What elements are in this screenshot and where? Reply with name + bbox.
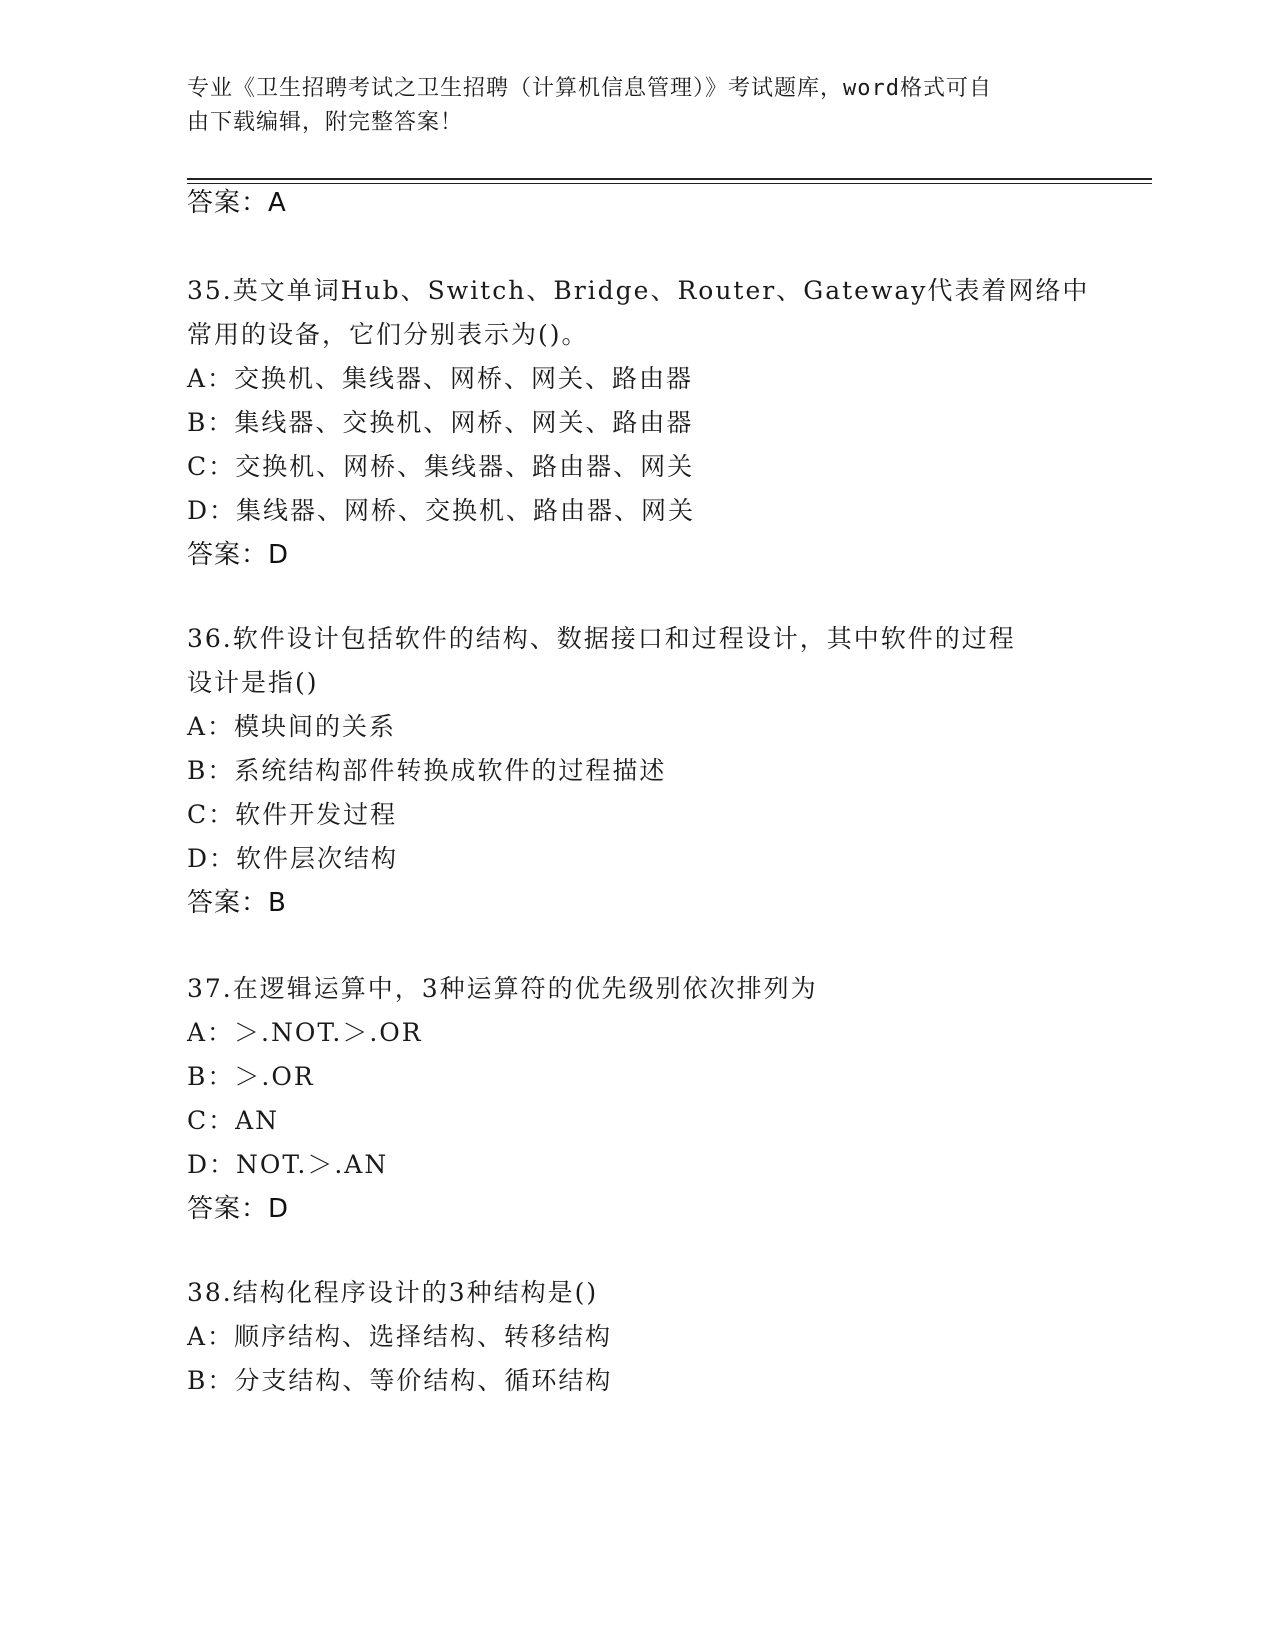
question-35-option-a: A：交换机、集线器、网桥、网关、路由器	[187, 364, 694, 393]
header-divider-thick	[187, 178, 1152, 180]
question-35-option-d: D：集线器、网桥、交换机、路由器、网关	[187, 496, 696, 525]
question-37-option-a: A：＞.NOT.＞.OR	[187, 1018, 423, 1047]
question-36-option-b: B：系统结构部件转换成软件的过程描述	[187, 756, 667, 785]
question-36-option-a: A：模块间的关系	[187, 712, 397, 741]
question-38-option-a: A：顺序结构、选择结构、转移结构	[187, 1322, 613, 1351]
answer-previous: 答案：A	[187, 188, 287, 218]
header-divider-thin	[187, 183, 1152, 184]
question-37-stem-line-1: 37.在逻辑运算中，3种运算符的优先级别依次排列为	[187, 974, 818, 1003]
question-36-stem-line-1: 36.软件设计包括软件的结构、数据接口和过程设计，其中软件的过程	[187, 624, 1016, 653]
question-37-option-c: C：AN	[187, 1106, 280, 1135]
question-37-answer: 答案：D	[187, 1194, 290, 1224]
question-36-answer: 答案：B	[187, 888, 287, 918]
question-38-option-b: B：分支结构、等价结构、循环结构	[187, 1366, 613, 1395]
question-35-stem-line-1: 35.英文单词Hub、Switch、Bridge、Router、Gateway代表着网络中	[187, 276, 1090, 305]
header-line-1: 专业《卫生招聘考试之卫生招聘（计算机信息管理）》考试题库，word格式可自	[187, 76, 992, 101]
question-37-option-b: B：＞.OR	[187, 1062, 315, 1091]
question-35-option-c: C：交换机、网桥、集线器、路由器、网关	[187, 452, 695, 481]
question-35-option-b: B：集线器、交换机、网桥、网关、路由器	[187, 408, 694, 437]
question-35-answer: 答案：D	[187, 540, 290, 570]
question-36-option-d: D：软件层次结构	[187, 844, 399, 873]
document-header	[187, 72, 1087, 140]
header-line-2: 由下载编辑，附完整答案！	[187, 110, 464, 135]
question-38-stem-line-1: 38.结构化程序设计的3种结构是()	[187, 1278, 599, 1307]
question-36-stem-line-2: 设计是指()	[187, 668, 319, 697]
question-35-stem-line-2: 常用的设备，它们分别表示为()。	[187, 320, 589, 349]
question-36-option-c: C：软件开发过程	[187, 800, 398, 829]
question-37-option-d: D：NOT.＞.AN	[187, 1150, 389, 1179]
